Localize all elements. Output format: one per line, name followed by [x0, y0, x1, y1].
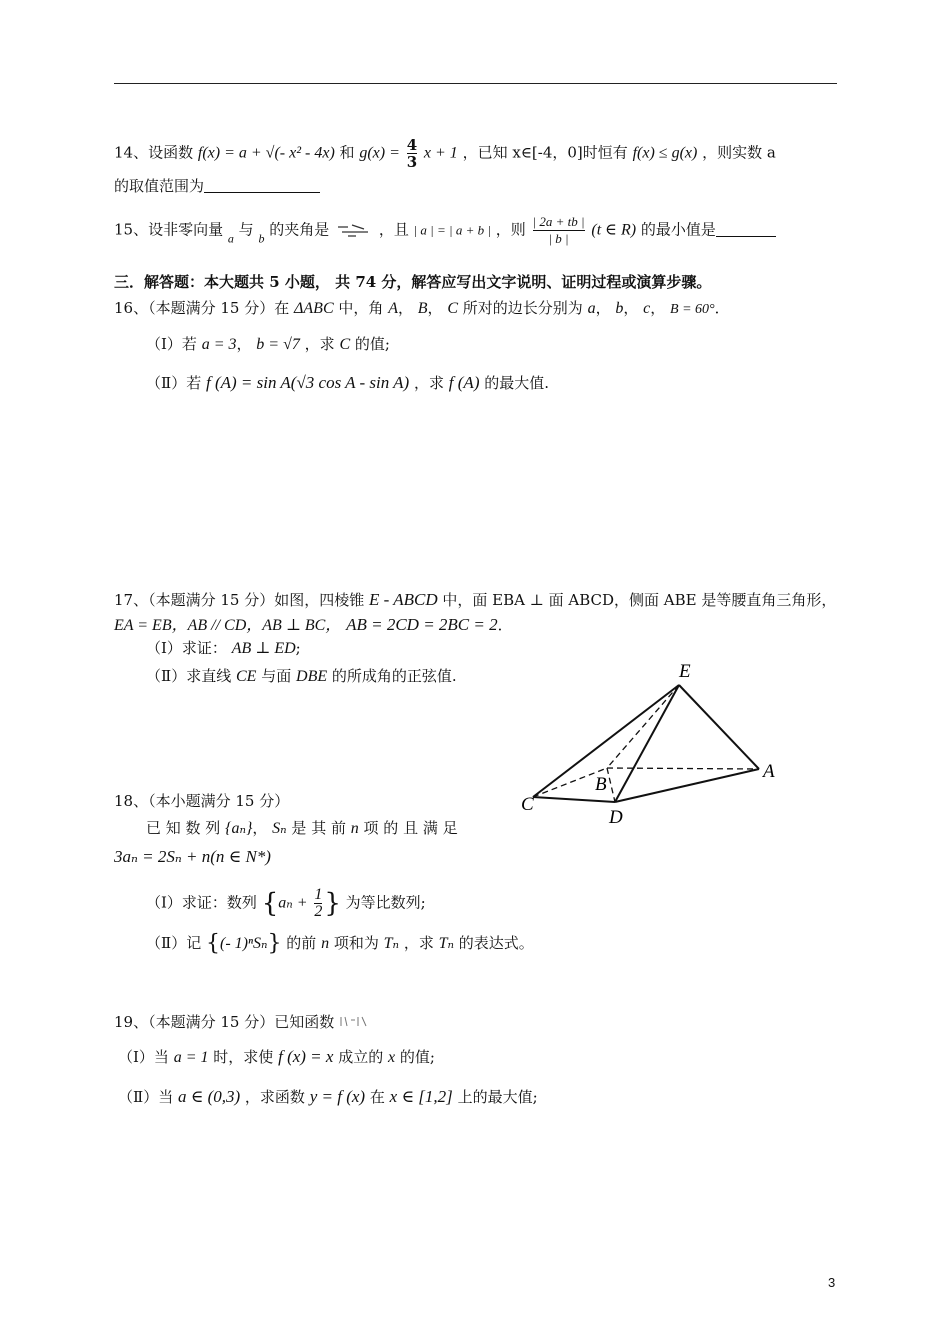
q15-fraction: [533, 214, 585, 247]
section3-header: 三．解答题：本大题共 5 小题， 共 74 分，解答应写出文字说明、证明过程或演算步骤。: [114, 273, 712, 291]
q19-part2-on: 在: [369, 1088, 385, 1106]
q15-vec-b: b: [258, 231, 265, 246]
edge-eb-hidden: [607, 685, 679, 768]
q14-and: 和: [339, 143, 355, 162]
q14-g-den: 3: [406, 153, 418, 171]
q16-angles-text: 中，角: [338, 299, 384, 317]
q17-conditions: 中，面 EBA ⊥ 面 ABCD，侧面 ABE 是等腰直角三角形，: [442, 591, 837, 609]
q17-part1-expr: AB ⊥ ED: [231, 640, 296, 657]
q19-part2-dom: x ∈ [1,2]: [389, 1087, 453, 1106]
q16-part2-tail: 的最大值.: [484, 374, 550, 392]
q15-and: ，且: [378, 220, 409, 239]
q16-part2-label: （Ⅱ）若: [146, 374, 202, 392]
q17-part2-ce: CE: [235, 668, 257, 685]
q16-intro: 16、（本题满分 15 分）在: [114, 299, 290, 317]
q17-part2-dbe: DBE: [296, 668, 328, 685]
q18-satisfies: 项 的 且 满 足: [363, 819, 458, 837]
q15-answer-blank[interactable]: [716, 220, 776, 237]
label-e: E: [679, 661, 691, 682]
q16-side-a: a: [587, 300, 596, 317]
label-d: D: [609, 807, 623, 828]
q18-part2: （Ⅱ）记 {(- 1)ⁿSₙ} 的前 n 项和为 Tₙ ，求 Tₙ 的表达式。: [146, 931, 534, 956]
q15-angle-text: 的夹角是: [269, 220, 330, 239]
q18-part1-fraction: [314, 887, 322, 920]
q15-prefix: 15、设非零向量: [114, 220, 224, 239]
q18-part2-label: （Ⅱ）记: [146, 934, 202, 952]
q18-line2: 已 知 数 列 {aₙ}， Sₙ 是 其 前 n 项 的 且 满 足: [146, 819, 458, 837]
pyramid-figure: [515, 655, 795, 835]
q16-part1-label: （Ⅰ）若: [146, 335, 197, 353]
header-rule: [114, 83, 837, 84]
q19-part2-ask: ，求函数: [244, 1088, 305, 1106]
q18-part2-ask: ，求: [403, 934, 434, 952]
q16-part1-c: C: [339, 336, 351, 353]
q18-part2-sum: 的前: [286, 934, 317, 952]
q14-g-num: 4: [406, 136, 418, 154]
q19-function-image: [339, 1014, 369, 1028]
q18-part1-label: （I）求证：数列: [146, 893, 257, 912]
q16-part1-ask: ，求: [304, 335, 335, 353]
label-c: C: [521, 794, 534, 815]
q17-part2-label: （Ⅱ）求直线: [146, 667, 232, 685]
q16-part1-eq2: b = √7: [256, 336, 300, 353]
q17-part1-label: （Ⅰ）求证：: [146, 639, 227, 657]
q18-line1: 18、（本小题满分 15 分）: [114, 792, 290, 810]
q15-cond: | a | = | a + b |: [413, 222, 491, 238]
q17-part1: （Ⅰ）求证： AB ⊥ ED;: [146, 639, 301, 657]
edge-ea: [679, 685, 759, 769]
q16-line1: 16、（本题满分 15 分）在 ΔABC 中，角 A， B， C 所对的边长分别为 a， b， c， B = 60°．: [114, 299, 730, 317]
q16-part1: （Ⅰ）若 a = 3， b = √7 ，求 C 的值;: [146, 335, 390, 353]
q18-part1-tail: 为等比数列;: [345, 893, 426, 912]
q16-triangle: ΔABC: [294, 300, 334, 317]
q18-n: n: [350, 820, 359, 837]
edge-ed: [615, 685, 679, 802]
q15-with: 与: [238, 220, 254, 239]
q15-then: ，则: [495, 220, 526, 239]
q16-part1-eq1: a = 3: [201, 336, 237, 353]
q18-part1-num: 1: [314, 886, 323, 903]
q19-part1-holds: 成立的: [338, 1048, 384, 1066]
q18-part2-n: n: [321, 935, 330, 952]
q16-part2-ask: ，求: [414, 374, 445, 392]
q14-line1: [114, 137, 776, 170]
q14-cond: ，已知 x∈[-4，0]时恒有: [462, 143, 628, 162]
label-b: B: [595, 774, 607, 795]
q18-part2-term: 项和为: [333, 934, 379, 952]
q18-part1-seq: aₙ +: [278, 894, 308, 912]
q19-part1-x: x: [388, 1049, 396, 1066]
q18-part2-tail: 的表达式。: [458, 934, 534, 952]
q19-part2-cond: a ∈ (0,3): [177, 1087, 241, 1106]
q19-part1: [118, 1046, 435, 1069]
q18-relation: 3aₙ = 2Sₙ + n(n ∈ N*): [114, 847, 271, 866]
q16-part2-expr: f (A) = sin A(√3 cos A - sin A): [205, 373, 410, 392]
q18-part2-tn2: Tₙ: [438, 935, 455, 952]
q14-g-lhs: g(x) =: [359, 144, 400, 162]
q16-side-b: b: [615, 300, 624, 317]
q18-given: 已 知 数 列: [146, 819, 221, 837]
q14-ineq: f(x) ≤ g(x): [632, 144, 698, 162]
q16-part2: [146, 372, 549, 394]
q19-part1-make: 时，求使: [213, 1048, 274, 1066]
q19-part2-tail: 上的最大值;: [457, 1088, 538, 1106]
q16-angle-b: B: [417, 300, 428, 317]
label-a: A: [763, 761, 775, 782]
q19-intro: 19、（本题满分 15 分）已知函数: [114, 1013, 335, 1031]
q16-sides-text: 所对的边长分别为: [462, 299, 583, 317]
q15-vec-a: a: [227, 231, 234, 246]
edge-da: [615, 769, 759, 802]
q17-intro: 17、（本题满分 15 分）如图，四棱锥: [114, 591, 365, 609]
q19-part1-eq: a = 1: [173, 1049, 209, 1066]
q17-part2-tail: 的所成角的正弦值.: [331, 667, 457, 685]
q15-tail: 的最小值是: [640, 220, 716, 239]
q18-line3: [114, 846, 271, 868]
q19-part1-label: （Ⅰ）当: [118, 1048, 169, 1066]
q19-part2-fn: y = f (x): [309, 1087, 366, 1106]
q15-angle-image: [334, 221, 374, 239]
q16-part1-tail: 的值;: [354, 335, 390, 353]
q14-g-fraction: [407, 137, 417, 170]
q18-part2-seq: (- 1)ⁿSₙ: [219, 935, 268, 952]
q19-part1-expr: f (x) = x: [278, 1047, 334, 1066]
q19-part2-label: （Ⅱ）当: [118, 1088, 174, 1106]
q14-prefix: 14、设函数: [114, 143, 194, 162]
q17-pyramid: E - ABCD: [369, 590, 438, 609]
q18-part1: （I）求证：数列 {aₙ + $\frac{1}{2}$ } 为等比数列;: [146, 886, 426, 920]
q18-is-first: 是 其 前: [291, 819, 346, 837]
q17-line2: EA = EB，AB // CD，AB ⊥ BC， AB = 2CD = 2BC = 2．: [114, 615, 513, 634]
q19-line1: [114, 1011, 369, 1033]
q17-part2-with: 与面: [261, 667, 292, 685]
q16-side-c: c: [643, 300, 651, 317]
q18-part1-den: 2: [314, 903, 323, 920]
q15-domain: (t ∈ R): [591, 221, 637, 239]
q14-tail: ，则实数 a: [702, 143, 776, 162]
q17-line1: [114, 589, 836, 611]
q14-g-rest: x + 1: [423, 144, 458, 162]
q19-part2: [118, 1086, 538, 1108]
q16-angle-c: C: [447, 300, 458, 317]
q16-angle-a: A: [388, 300, 398, 317]
q17-relations: EA = EB，AB // CD，AB ⊥ BC，: [114, 617, 342, 634]
q17-part2: [146, 665, 457, 688]
q14-line2: [114, 175, 320, 197]
q18-seq: {aₙ}: [225, 820, 253, 837]
edge-ba-hidden: [607, 768, 759, 769]
q18-sn: Sₙ: [272, 820, 287, 837]
page-number: 3: [828, 1275, 836, 1290]
q14-f-expr: f(x) = a + √(- x² - 4x): [197, 144, 335, 162]
q16-part2-f: f (A): [448, 373, 480, 392]
q15-line: [114, 214, 776, 250]
edge-cd: [533, 797, 615, 802]
q14-line2-text: 的取值范围为: [114, 177, 205, 195]
q14-answer-blank[interactable]: [204, 176, 320, 193]
q15-frac-num: | 2a + tb |: [532, 214, 585, 229]
q19-part1-tail: 的值;: [399, 1048, 435, 1066]
edge-bd-hidden: [607, 768, 615, 802]
q15-frac-den: | b |: [533, 230, 585, 247]
q17-lengths: AB = 2CD = 2BC = 2: [346, 615, 498, 634]
q16-b-value: B = 60°: [670, 302, 715, 317]
q18-part2-tn: Tₙ: [383, 935, 400, 952]
